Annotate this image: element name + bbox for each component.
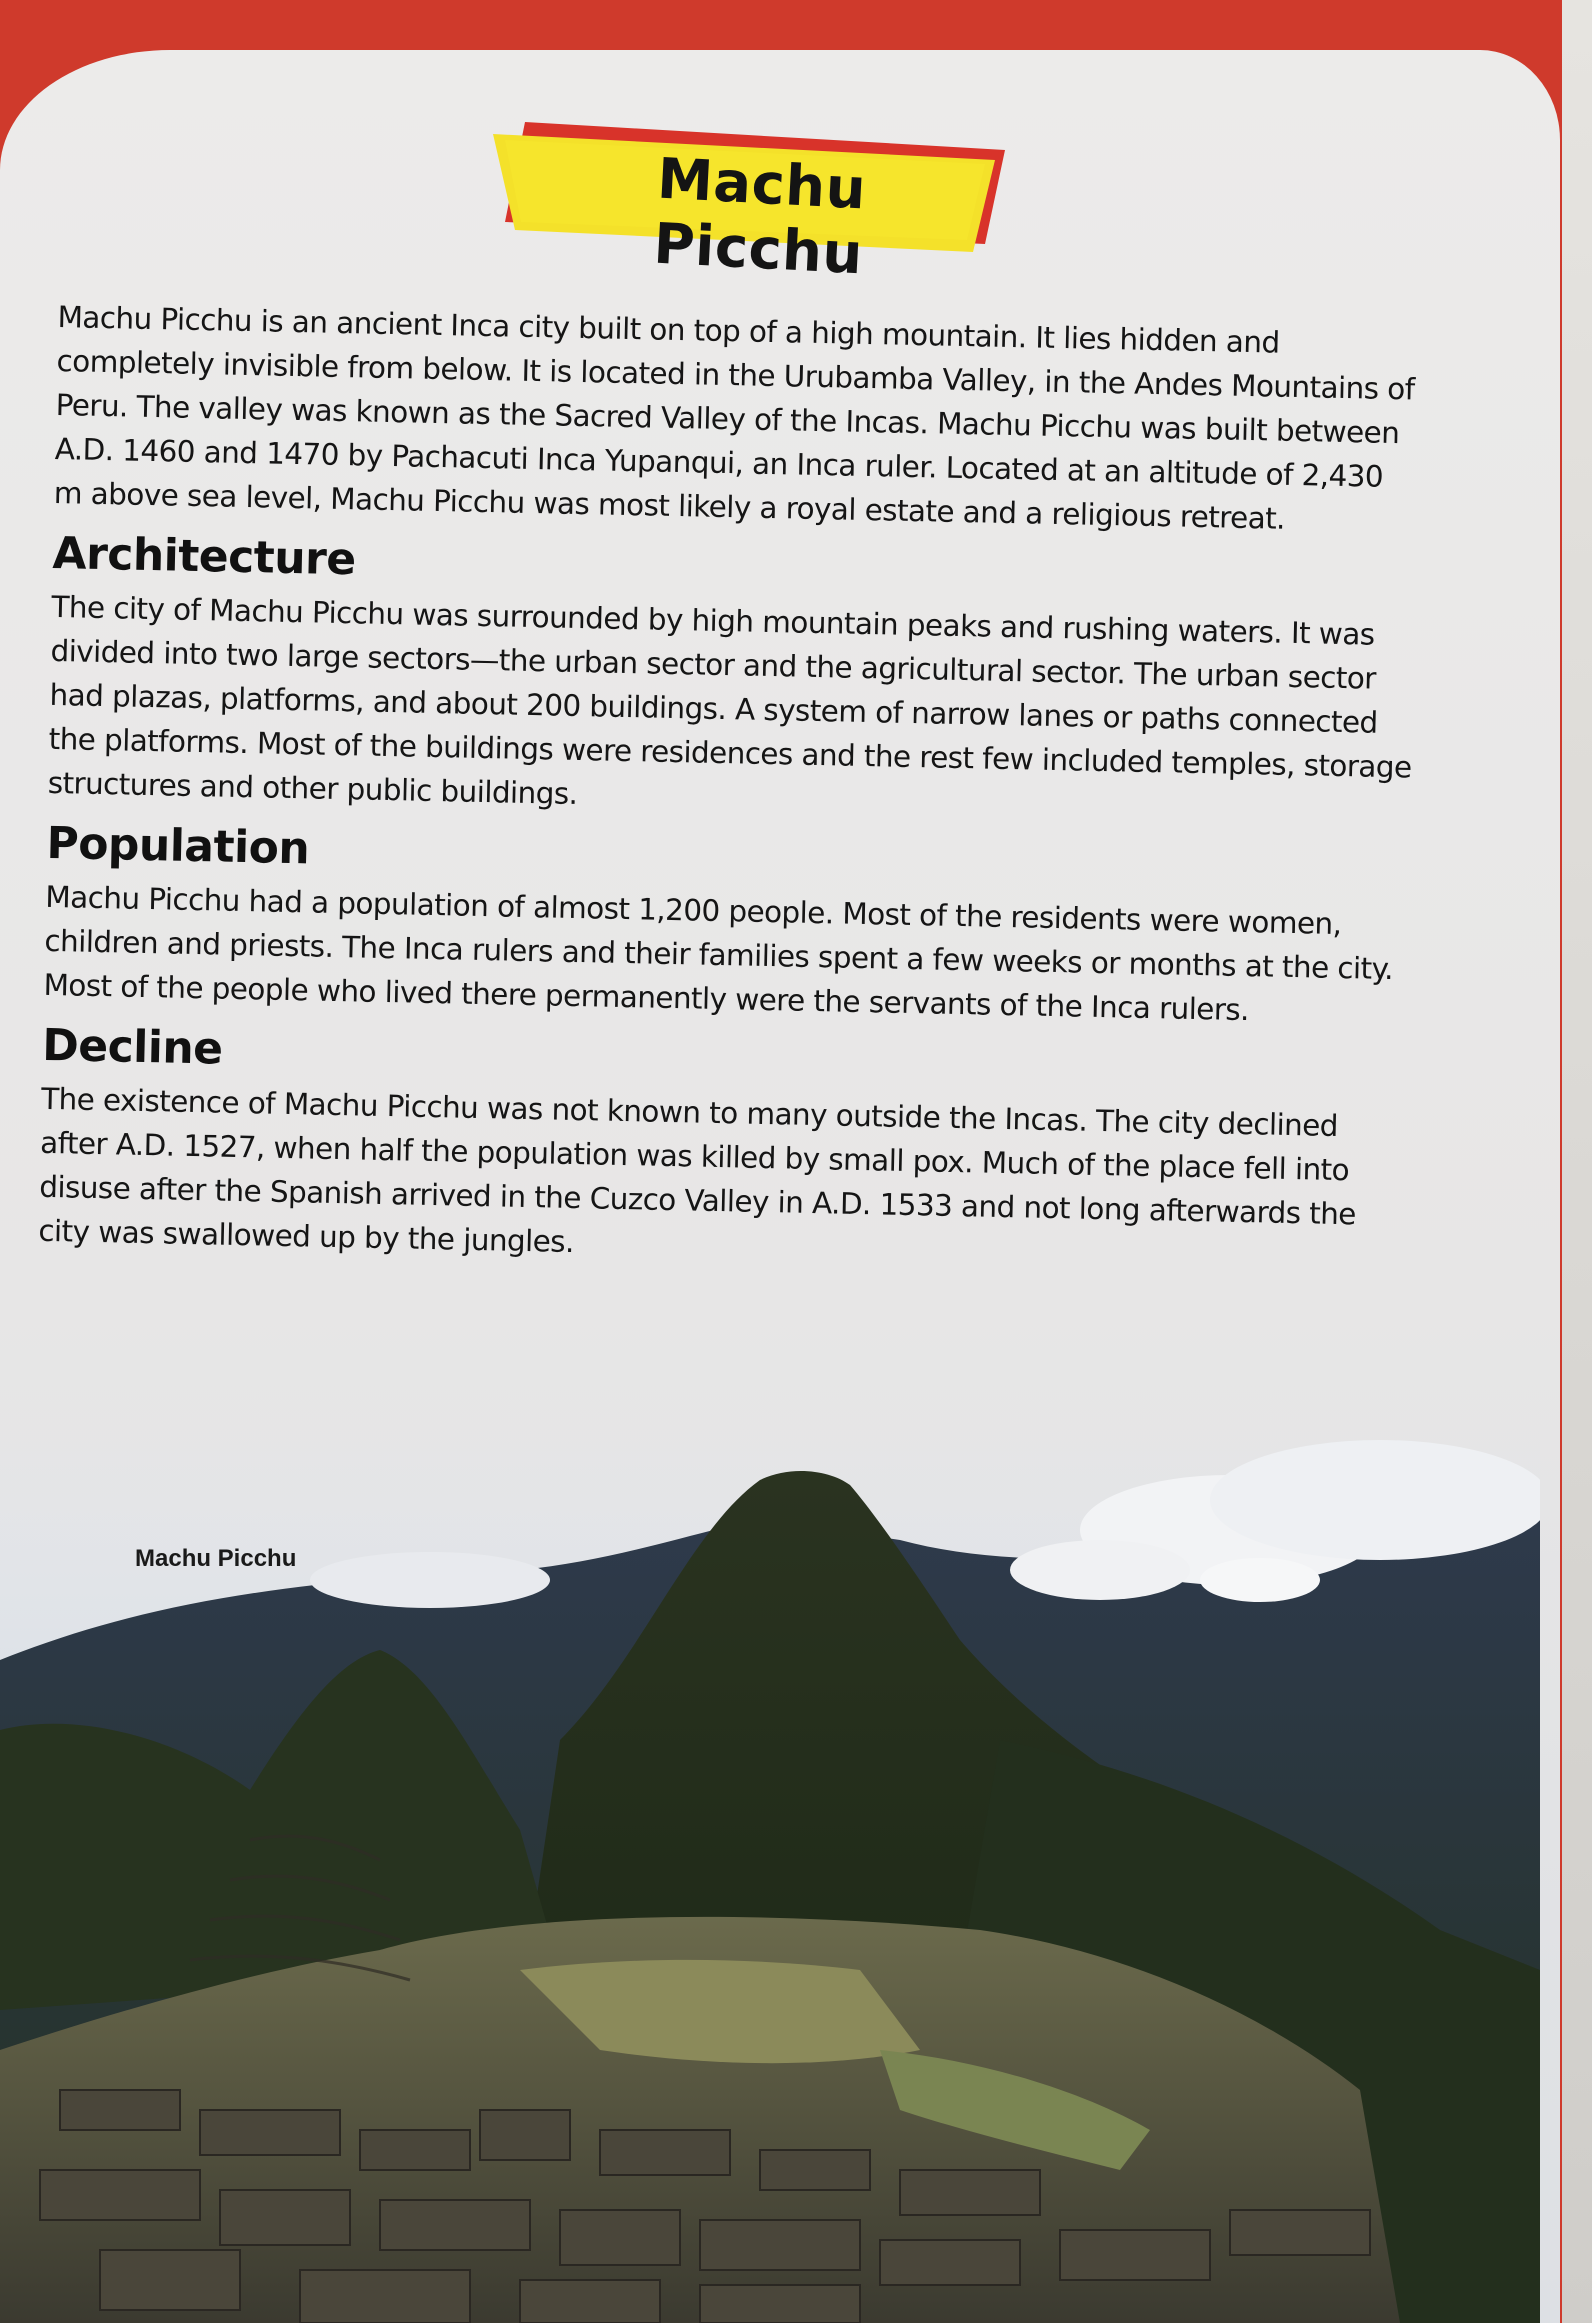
title-banner (485, 112, 1015, 288)
photo-caption: Machu Picchu (135, 1545, 297, 1572)
intro-paragraph: Machu Picchu is an ancient Inca city built on top of a high mountain. It lies hidden and completely invisible from below. It is located in the Urubamba Valley, in the Andes Mountains of Peru. The valley was known as the Sacred Valley of the Incas. Machu Picchu was built between A.D. 1460 and 1470 by Pachacuti Inca Yupanqui, an Inca ruler. Located at an altitude of 2,430 m above sea level, Machu Picchu was most likely a royal estate and a religious retreat. (53, 299, 1415, 536)
section-body-decline: The existence of Machu Picchu was not known to many outside the Incas. The city declined after A.D. 1527, when half the population was killed by small pox. Much of the place fell into disuse after the Spanish arrived in the Cuzco Valley in A.D. 1533 and not long afterwards the city was swallowed up by the jungles. (38, 1081, 1357, 1260)
section-heading-decline: Decline (41, 1019, 224, 1075)
section-heading-architecture: Architecture (52, 527, 357, 586)
page-title: Machu Picchu (652, 146, 868, 288)
section-body-architecture: The city of Machu Picchu was surrounded by high mountain peaks and rushing waters. It was divided into two large sectors—the urban sector and the agricultural sector. The urban sector had plazas, platforms, and about 200 buildings. A system of narrow lanes or paths connected the platforms. Most of the buildings were residences and the rest few included temples, storage structures and other public buildings. (47, 589, 1412, 811)
section-body-population: Machu Picchu had a population of almost 1,200 people. Most of the residents were women, children and priests. The Inca rulers and their families spent a few weeks or months at the city. Most of the people who lived there permanently were the servants of the Inca rulers. (43, 879, 1394, 1028)
article-body (38, 295, 1423, 1281)
book-page (0, 50, 1560, 2323)
section-heading-population: Population (45, 817, 310, 875)
